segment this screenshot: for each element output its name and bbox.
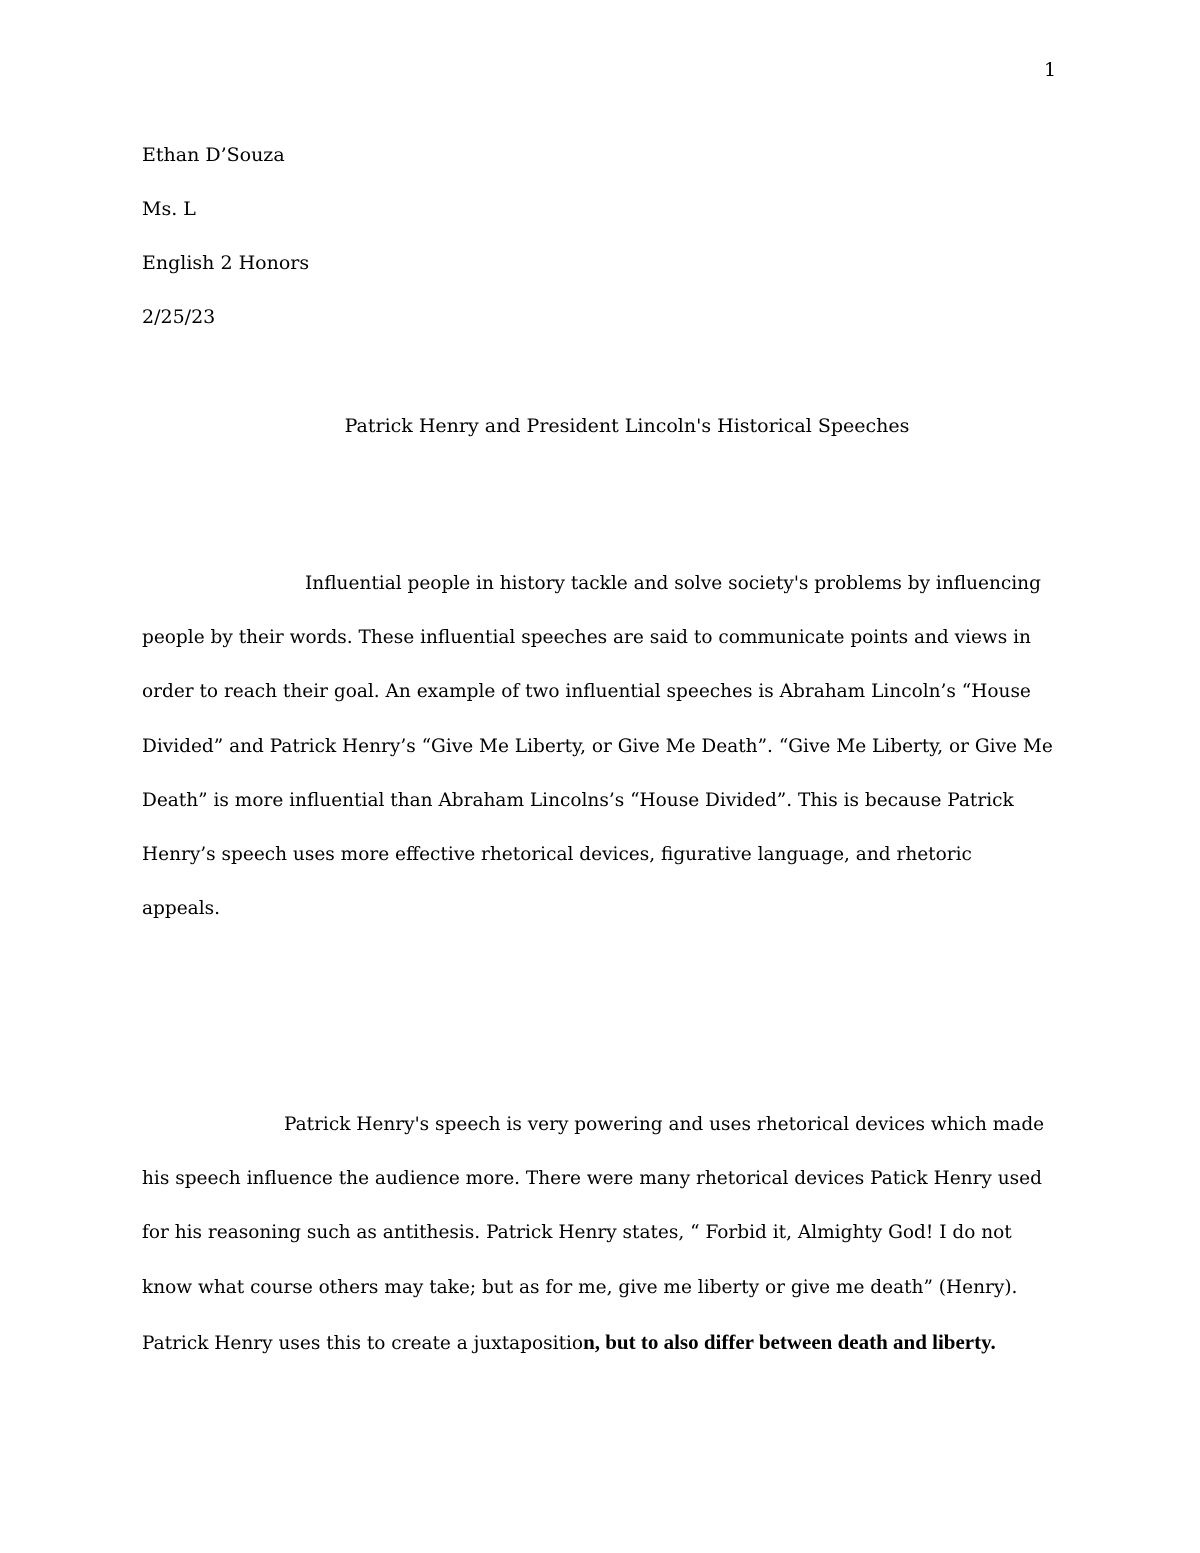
body-paragraph-bold-text: n, but to also differ between death and liberty. bbox=[583, 1329, 996, 1354]
page-number: 1 bbox=[1044, 59, 1057, 81]
body-paragraph bbox=[142, 1098, 1054, 1371]
course-name: English 2 Honors bbox=[142, 252, 310, 274]
essay-title: Patrick Henry and President Lincoln's Historical Speeches bbox=[344, 415, 910, 437]
teacher-name: Ms. L bbox=[142, 198, 196, 220]
mla-header bbox=[142, 142, 1062, 358]
intro-paragraph: Influential people in history tackle and solve society's problems by influencing people by their words. These influential speeches are said to communicate points and views in order to reach their goal. An example of two influential speeches is Abraham Lincoln’s “House Divided” and Patrick Henry’s “Give Me Liberty, or Give Me Death”. “Give Me Liberty, or Give Me Death” is more influential than Abraham Lincolns’s “House Divided”. This is because Patrick Henry’s speech uses more effective rhetorical devices, figurative language, and rhetoric appeals. bbox=[142, 573, 1053, 920]
date: 2/25/23 bbox=[142, 306, 216, 328]
body-paragraph-text: Patrick Henry's speech is very powering and uses rhetorical devices which made his speech influence the audience more. There were many rhetorical devices Patick Henry used for his reasoning such as antithesis. Patrick Henry states, “ Forbid it, Almighty God! I do not know what course others may take; but as for me, give me liberty or give me death” (Henry). Patrick Henry uses this to create a juxtapositio bbox=[142, 1114, 1045, 1354]
student-name: Ethan D’Souza bbox=[142, 144, 285, 166]
